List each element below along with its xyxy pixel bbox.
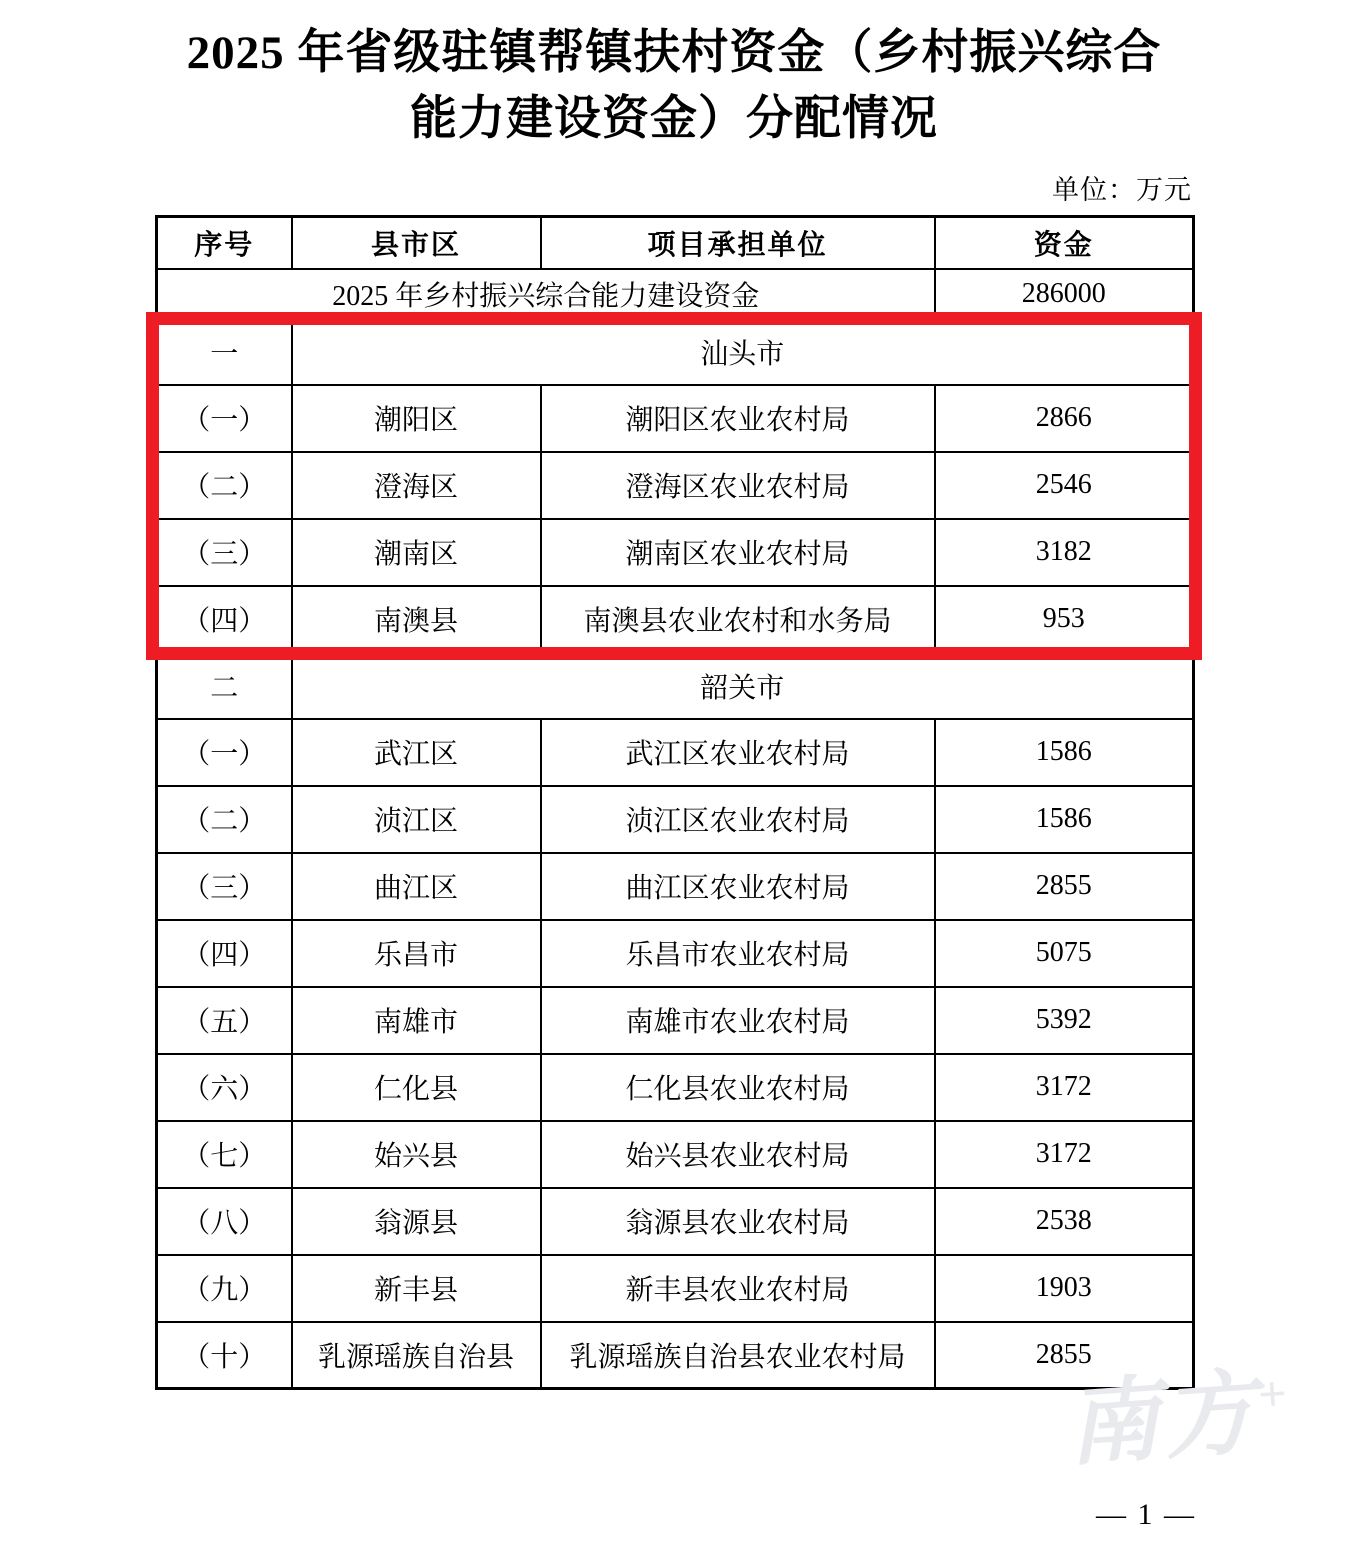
cell-unit: 浈江区农业农村局 (541, 786, 935, 853)
page-title-line1: 2025 年省级驻镇帮镇扶村资金（乡村振兴综合 (186, 27, 1162, 79)
table-row (157, 1255, 1194, 1322)
cell-no: （三） (157, 519, 292, 586)
cell-unit: 翁源县农业农村局 (541, 1188, 935, 1255)
cell-district: 乐昌市 (292, 920, 541, 987)
cell-no: （九） (157, 1255, 292, 1322)
total-row (157, 269, 1194, 319)
cell-unit: 南澳县农业农村和水务局 (541, 586, 935, 653)
table-row (157, 987, 1194, 1054)
cell-unit: 潮阳区农业农村局 (541, 385, 935, 452)
table-row (157, 719, 1194, 786)
cell-amount: 953 (935, 586, 1194, 653)
cell-amount: 5392 (935, 987, 1194, 1054)
header-amount: 资金 (935, 217, 1194, 269)
cell-district: 武江区 (292, 719, 541, 786)
table-row (157, 853, 1194, 920)
header-no: 序号 (157, 217, 292, 269)
section-row (157, 653, 1194, 719)
header-district: 县市区 (292, 217, 541, 269)
cell-district: 浈江区 (292, 786, 541, 853)
cell-no: （六） (157, 1054, 292, 1121)
cell-unit: 武江区农业农村局 (541, 719, 935, 786)
cell-no: （二） (157, 786, 292, 853)
cell-unit: 新丰县农业农村局 (541, 1255, 935, 1322)
cell-unit: 曲江区农业农村局 (541, 853, 935, 920)
cell-no: （二） (157, 452, 292, 519)
header-unit: 项目承担单位 (541, 217, 935, 269)
cell-unit: 南雄市农业农村局 (541, 987, 935, 1054)
table-row (157, 786, 1194, 853)
cell-district: 南雄市 (292, 987, 541, 1054)
cell-district: 翁源县 (292, 1188, 541, 1255)
cell-no: （五） (157, 987, 292, 1054)
page-title (0, 20, 1348, 152)
cell-amount: 3182 (935, 519, 1194, 586)
table-row (157, 1121, 1194, 1188)
cell-amount: 1903 (935, 1255, 1194, 1322)
watermark-plus-icon: + (1255, 1364, 1293, 1423)
table-header-row (157, 217, 1194, 269)
table-row (157, 1054, 1194, 1121)
page-title-line2: 能力建设资金）分配情况 (410, 93, 938, 145)
cell-amount: 3172 (935, 1054, 1194, 1121)
cell-amount: 2538 (935, 1188, 1194, 1255)
table-row (157, 920, 1194, 987)
cell-no: （四） (157, 920, 292, 987)
cell-unit: 仁化县农业农村局 (541, 1054, 935, 1121)
cell-unit: 澄海区农业农村局 (541, 452, 935, 519)
cell-amount: 2855 (935, 853, 1194, 920)
cell-amount: 2546 (935, 452, 1194, 519)
cell-amount: 1586 (935, 786, 1194, 853)
cell-no: （一） (157, 719, 292, 786)
cell-unit: 乐昌市农业农村局 (541, 920, 935, 987)
cell-amount: 2855 (935, 1322, 1194, 1389)
unit-label: 单位：万元 (1052, 175, 1192, 205)
cell-district: 曲江区 (292, 853, 541, 920)
cell-no: （十） (157, 1322, 292, 1389)
cell-no: （四） (157, 586, 292, 653)
table-row (157, 1322, 1194, 1389)
watermark-text: 南方 (1063, 1361, 1263, 1477)
cell-no: （三） (157, 853, 292, 920)
cell-unit: 潮南区农业农村局 (541, 519, 935, 586)
red-highlight-box (146, 312, 1202, 660)
nanfang-plus-watermark-logo (1063, 1361, 1295, 1477)
page-number: — 1 — (1096, 1498, 1196, 1531)
cell-unit: 始兴县农业农村局 (541, 1121, 935, 1188)
cell-district: 潮阳区 (292, 385, 541, 452)
cell-no: （八） (157, 1188, 292, 1255)
cell-amount: 1586 (935, 719, 1194, 786)
cell-district: 澄海区 (292, 452, 541, 519)
cell-section-city: 韶关市 (292, 653, 1194, 719)
total-amount: 286000 (935, 269, 1194, 319)
cell-section-index: 二 (157, 653, 292, 719)
cell-amount: 5075 (935, 920, 1194, 987)
cell-district: 乳源瑶族自治县 (292, 1322, 541, 1389)
cell-district: 潮南区 (292, 519, 541, 586)
cell-no: （七） (157, 1121, 292, 1188)
cell-amount: 3172 (935, 1121, 1194, 1188)
cell-section-city: 汕头市 (292, 319, 1194, 385)
table-row (157, 1188, 1194, 1255)
cell-district: 始兴县 (292, 1121, 541, 1188)
cell-unit: 乳源瑶族自治县农业农村局 (541, 1322, 935, 1389)
cell-amount: 2866 (935, 385, 1194, 452)
cell-district: 新丰县 (292, 1255, 541, 1322)
cell-section-index: 一 (157, 319, 292, 385)
cell-district: 仁化县 (292, 1054, 541, 1121)
cell-no: （一） (157, 385, 292, 452)
total-label: 2025 年乡村振兴综合能力建设资金 (157, 269, 935, 319)
cell-district: 南澳县 (292, 586, 541, 653)
